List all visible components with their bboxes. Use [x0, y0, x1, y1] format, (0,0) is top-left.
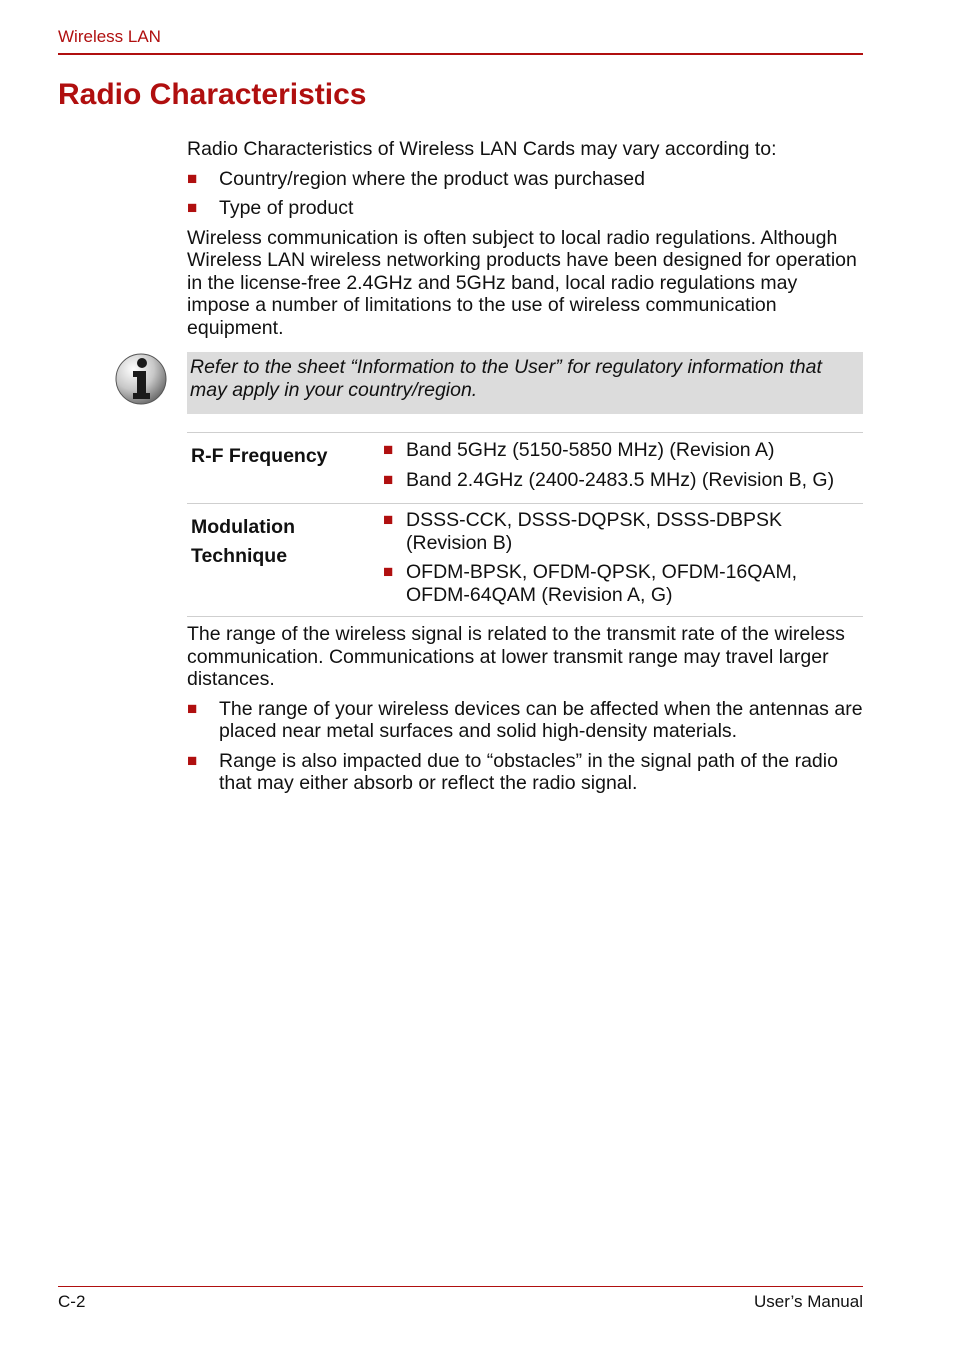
spec-label-cell: [187, 433, 378, 504]
list-item: [187, 750, 863, 795]
bullet-square-icon: ■: [383, 510, 394, 529]
list-item: [379, 561, 862, 606]
spec-table: [187, 432, 863, 617]
list-item-text: Range is also impacted due to “obstacles” in the signal path of the radio that may either absorb or reflect the radio signal.: [219, 749, 838, 794]
list-item: [379, 509, 862, 554]
bullet-square-icon: ■: [383, 562, 394, 581]
list-item-text: OFDM-BPSK, OFDM-QPSK, OFDM-16QAM, OFDM-64QAM (Revision A, G): [406, 561, 798, 606]
bullet-square-icon: ■: [187, 750, 198, 770]
bullet-square-icon: ■: [187, 168, 198, 188]
table-row: [187, 433, 863, 504]
header-rule: [58, 53, 863, 55]
bullet-square-icon: ■: [383, 440, 394, 459]
running-header: Wireless LAN: [58, 27, 161, 46]
manual-title: User’s Manual: [754, 1292, 863, 1311]
page-title: Radio Characteristics: [58, 78, 367, 111]
list-item-text: Band 5GHz (5150-5850 MHz) (Revision A): [406, 439, 775, 461]
list-item-text: Band 2.4GHz (2400-2483.5 MHz) (Revision B, G): [406, 468, 835, 491]
range-section: [187, 623, 863, 795]
list-item: [187, 168, 863, 191]
table-row: [187, 504, 863, 617]
intro-section: [187, 138, 863, 339]
intro-text: Radio Characteristics of Wireless LAN Cards may vary according to:: [187, 138, 777, 160]
list-item: [379, 439, 862, 462]
spec-label: R-F Frequency: [191, 445, 328, 467]
bullet-square-icon: ■: [187, 698, 198, 718]
list-item-text: DSSS-CCK, DSSS-DQPSK, DSSS-DBPSK (Revision B): [406, 509, 783, 554]
note-text: Refer to the sheet “Information to the User” for regulatory information that may apply in your country/region.: [190, 356, 822, 401]
list-item-text: Type of product: [219, 197, 354, 219]
note-box: [187, 352, 863, 414]
spec-values-cell: [378, 433, 863, 504]
page-number: C-2: [58, 1292, 86, 1311]
regulation-paragraph: Wireless communication is often subject to local radio regulations. Although Wireless LAN wireless networking products have been designed for operation in the license-free 2.4GHz and 5GHz band, local radio regulations may impose a number of limitations to the use of wireless communication equipment.: [187, 226, 857, 339]
info-icon: [114, 352, 168, 406]
list-item: [187, 698, 863, 743]
footer-rule: [58, 1286, 863, 1287]
spec-label: Modulation: [191, 516, 295, 538]
list-item: [187, 197, 863, 220]
spec-label: Technique: [191, 545, 288, 567]
spec-label-cell: [187, 504, 378, 617]
bullet-square-icon: ■: [383, 469, 394, 489]
list-item-text: The range of your wireless devices can be affected when the antennas are placed near metal surfaces and solid high-density materials.: [219, 697, 863, 742]
list-item: [379, 469, 862, 492]
spec-values-cell: [378, 504, 863, 617]
range-paragraph: The range of the wireless signal is related to the transmit rate of the wireless communication. Communications at lower transmit range may travel larger distances.: [187, 623, 845, 690]
bullet-square-icon: ■: [187, 198, 198, 217]
list-item-text: Country/region where the product was purchased: [219, 167, 645, 190]
